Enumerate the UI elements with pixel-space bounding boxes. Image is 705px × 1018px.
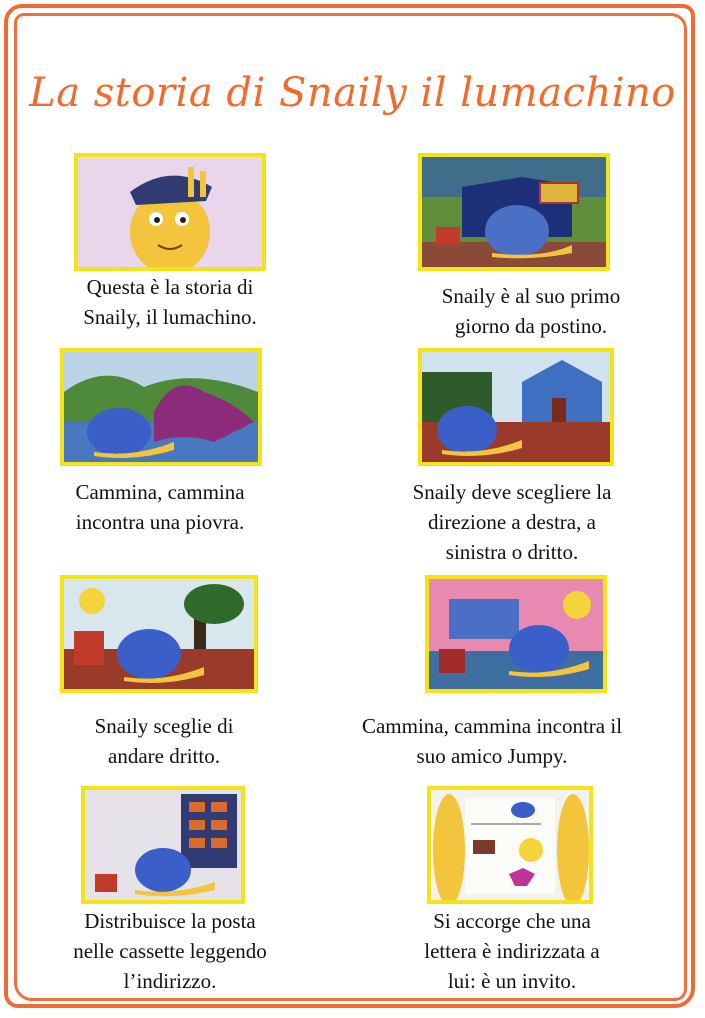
panel-3-caption (22, 477, 298, 537)
caption-line: Questa è la storia di (86, 275, 254, 299)
caption-line: suo amico Jumpy. (416, 744, 568, 768)
caption-line: sinistra o dritto. (445, 540, 579, 564)
panel-8-illustration (427, 786, 593, 904)
panel-2-illustration (418, 153, 610, 271)
panel-1-illustration (74, 153, 266, 271)
caption-line: Snaily sceglie di (94, 714, 234, 738)
panel-5-illustration (60, 575, 258, 693)
caption-line: Snaily deve scegliere la (412, 480, 612, 504)
panel-4-illustration (418, 348, 614, 466)
caption-line: giorno da postino. (454, 314, 608, 338)
caption-line: lettera è indirizzata a (424, 939, 600, 963)
caption-line: Distribuisce la posta (84, 909, 256, 933)
panel-6-caption (322, 711, 662, 771)
caption-line: Cammina, cammina incontra il (361, 714, 623, 738)
page-title: La storia di Snaily il lumachino (29, 70, 676, 116)
caption-line: incontra una piovra. (75, 510, 245, 534)
caption-line: Cammina, cammina (75, 480, 245, 504)
panel-3-illustration (60, 348, 262, 466)
panel-2-caption (390, 281, 672, 341)
caption-line: l’indirizzo. (123, 969, 217, 993)
caption-line: Snaily è al suo primo (441, 284, 621, 308)
panel-4-caption (364, 477, 660, 567)
panel-8-caption (362, 906, 662, 996)
panel-6-illustration (425, 575, 607, 693)
panel-1-caption (30, 272, 310, 332)
caption-line: Snaily, il lumachino. (83, 305, 257, 329)
panel-7-caption (30, 906, 310, 996)
caption-line: nelle cassette leggendo (73, 939, 267, 963)
caption-line: Si accorge che una (433, 909, 591, 933)
caption-line: direzione a destra, a (428, 510, 596, 534)
caption-line: lui: è un invito. (447, 969, 577, 993)
caption-line: andare dritto. (108, 744, 220, 768)
panel-5-caption (28, 711, 300, 771)
panel-7-illustration (81, 786, 245, 904)
